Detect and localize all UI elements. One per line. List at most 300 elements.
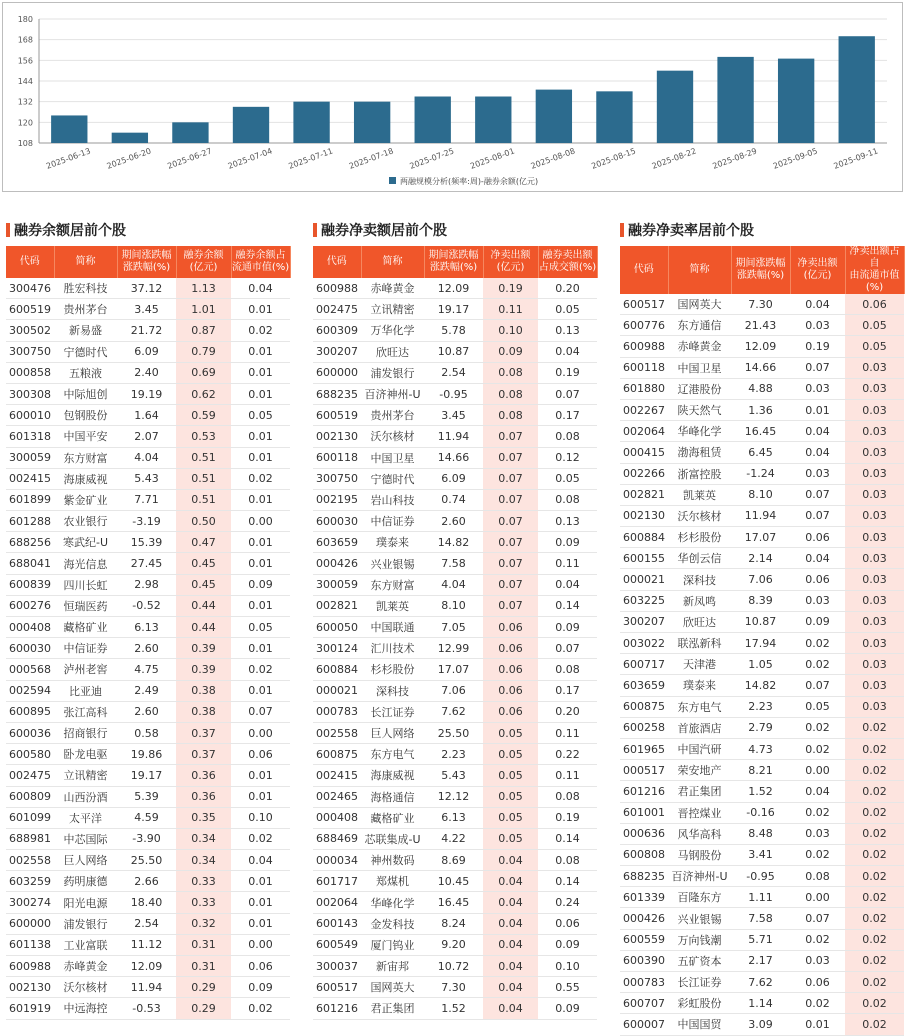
table-cell: 17.94 xyxy=(731,633,790,654)
table-cell: 金发科技 xyxy=(361,913,424,934)
table-cell: 0.36 xyxy=(176,765,231,786)
table-cell: 0.01 xyxy=(231,913,290,934)
table-cell: 10.87 xyxy=(731,611,790,632)
table-row xyxy=(620,950,904,971)
table-cell: 300274 xyxy=(6,892,54,913)
table-cell: 0.07 xyxy=(483,553,538,574)
table-cell: 0.02 xyxy=(231,659,290,680)
table-cell: 马钢股份 xyxy=(668,844,731,865)
table-cell: 风华高科 xyxy=(668,823,731,844)
table-cell: 600030 xyxy=(313,511,361,532)
table-cell: 0.01 xyxy=(790,1014,845,1035)
column-header: 期间涨跌幅 涨跌幅(%) xyxy=(731,246,790,294)
table-cell: 0.05 xyxy=(483,765,538,786)
x-tick-label: 2025-08-08 xyxy=(529,146,577,171)
table-cell: 0.02 xyxy=(845,760,904,781)
table-cell: 中国卫星 xyxy=(361,447,424,468)
table-cell: 16.45 xyxy=(424,892,483,913)
table-cell: 0.01 xyxy=(231,638,290,659)
table-cell: 3.45 xyxy=(424,405,483,426)
table-cell: 0.03 xyxy=(845,527,904,548)
table-cell: 0.53 xyxy=(176,426,231,447)
table-cell: 0.01 xyxy=(231,786,290,807)
panel-title-text: 融券余额居前个股 xyxy=(14,223,126,239)
table-cell: 五矿资本 xyxy=(668,950,731,971)
table-cell: 胜宏科技 xyxy=(54,278,117,299)
table-cell: 0.35 xyxy=(176,807,231,828)
table-row xyxy=(620,463,904,484)
table-cell: 0.03 xyxy=(790,823,845,844)
table-cell: -3.19 xyxy=(117,511,176,532)
column-header: 净卖出额占自 由流通市值(%) xyxy=(845,246,904,294)
table-cell: 0.05 xyxy=(231,405,290,426)
table-cell: 000568 xyxy=(6,659,54,680)
table-cell: 000783 xyxy=(313,701,361,722)
table-cell: 寒武纪-U xyxy=(54,532,117,553)
table-cell: 600517 xyxy=(620,294,668,315)
table-cell: 汇川技术 xyxy=(361,638,424,659)
table-cell: 0.05 xyxy=(483,744,538,765)
table-cell: 0.19 xyxy=(538,362,597,383)
table-cell: 0.13 xyxy=(538,511,597,532)
table-cell: 15.39 xyxy=(117,532,176,553)
table-row xyxy=(6,617,290,638)
table-cell: 赤峰黄金 xyxy=(54,956,117,977)
table-row xyxy=(620,442,904,463)
table-cell: 张江高科 xyxy=(54,701,117,722)
table-cell: 600276 xyxy=(6,595,54,616)
table-cell: 8.21 xyxy=(731,760,790,781)
table-cell: 0.39 xyxy=(176,638,231,659)
table-cell: 10.72 xyxy=(424,956,483,977)
table-cell: 600519 xyxy=(6,299,54,320)
table-cell: 0.01 xyxy=(231,447,290,468)
table-cell: 601880 xyxy=(620,378,668,399)
table-cell: 中际旭创 xyxy=(54,383,117,404)
table-row xyxy=(620,844,904,865)
table-cell: 中国国贸 xyxy=(668,1014,731,1035)
legend-label: 两融规模分析(频率:周)-融券余额(亿元) xyxy=(400,177,539,186)
table-cell: 0.01 xyxy=(231,383,290,404)
table-cell: 1.05 xyxy=(731,654,790,675)
table-cell: 7.05 xyxy=(424,617,483,638)
table-cell: 0.51 xyxy=(176,447,231,468)
x-tick-label: 2025-09-11 xyxy=(832,146,880,171)
table-cell: 601919 xyxy=(6,998,54,1019)
table-row xyxy=(6,998,290,1019)
table-cell: 000021 xyxy=(313,680,361,701)
y-tick-label: 180 xyxy=(17,15,33,24)
table-cell: 0.47 xyxy=(176,532,231,553)
table-row xyxy=(620,527,904,548)
table-cell: 0.07 xyxy=(483,595,538,616)
table-cell: 0.09 xyxy=(231,977,290,998)
table-cell: 0.02 xyxy=(790,993,845,1014)
bar xyxy=(778,59,814,143)
table-cell: 0.55 xyxy=(538,977,597,998)
table-row xyxy=(313,362,597,383)
table-cell: 0.03 xyxy=(845,633,904,654)
table-cell: 600895 xyxy=(6,701,54,722)
table-cell: 600808 xyxy=(620,844,668,865)
table-cell: 600036 xyxy=(6,722,54,743)
table-cell: 0.11 xyxy=(538,722,597,743)
table-cell: 8.39 xyxy=(731,590,790,611)
table-cell: 1.14 xyxy=(731,993,790,1014)
table-cell: 000858 xyxy=(6,362,54,383)
table-cell: 0.02 xyxy=(790,929,845,950)
table-cell: 联泓新科 xyxy=(668,633,731,654)
table-cell: 19.17 xyxy=(117,765,176,786)
table-cell: 宁德时代 xyxy=(54,341,117,362)
table-cell: 0.02 xyxy=(845,738,904,759)
table-cell: 3.09 xyxy=(731,1014,790,1035)
table-cell: 4.04 xyxy=(117,447,176,468)
table-cell: 11.94 xyxy=(424,426,483,447)
bar xyxy=(475,97,511,144)
table-cell: 0.00 xyxy=(231,934,290,955)
table-cell: 300124 xyxy=(313,638,361,659)
table-cell: 0.02 xyxy=(845,866,904,887)
table-row xyxy=(313,722,597,743)
table-cell: 农业银行 xyxy=(54,511,117,532)
table-cell: 中信证券 xyxy=(54,638,117,659)
table-cell: 002266 xyxy=(620,463,668,484)
bar xyxy=(233,107,269,143)
table-cell: 0.06 xyxy=(538,913,597,934)
x-tick-label: 2025-07-18 xyxy=(347,146,395,171)
table-cell: 8.24 xyxy=(424,913,483,934)
table-cell: 0.14 xyxy=(538,595,597,616)
table-cell: 0.02 xyxy=(845,950,904,971)
table-row xyxy=(620,993,904,1014)
table-cell: 000783 xyxy=(620,972,668,993)
table-cell: 12.09 xyxy=(731,336,790,357)
table-row xyxy=(313,617,597,638)
bar-chart xyxy=(3,3,904,193)
table-row xyxy=(620,696,904,717)
table-cell: 0.03 xyxy=(845,484,904,505)
table-cell: 10.87 xyxy=(424,341,483,362)
table-cell: 601216 xyxy=(620,781,668,802)
table-cell: 14.66 xyxy=(731,357,790,378)
table-cell: 百济神州-U xyxy=(361,383,424,404)
table-cell: 0.02 xyxy=(845,929,904,950)
title-accent-bar xyxy=(313,223,317,237)
table-row xyxy=(620,738,904,759)
table-cell: 12.99 xyxy=(424,638,483,659)
table-cell: 6.13 xyxy=(424,807,483,828)
table-cell: 首旅酒店 xyxy=(668,717,731,738)
table-cell: 0.74 xyxy=(424,489,483,510)
table-cell: 东方财富 xyxy=(54,447,117,468)
y-tick-label: 132 xyxy=(17,97,33,107)
table-row xyxy=(6,765,290,786)
table-cell: 002558 xyxy=(313,722,361,743)
table-cell: 贵州茅台 xyxy=(361,405,424,426)
table-cell: 7.58 xyxy=(424,553,483,574)
table-cell: 中信证券 xyxy=(361,511,424,532)
table-cell: 深科技 xyxy=(361,680,424,701)
table-row xyxy=(6,828,290,849)
table-cell: 0.08 xyxy=(538,489,597,510)
table-row xyxy=(313,701,597,722)
table-cell: 0.03 xyxy=(845,696,904,717)
table-cell: 0.02 xyxy=(845,802,904,823)
table-cell: 3.45 xyxy=(117,299,176,320)
table-cell: 600839 xyxy=(6,574,54,595)
table-cell: 璞泰来 xyxy=(361,532,424,553)
table-cell: 300207 xyxy=(620,611,668,632)
table-cell: 百济神州-U xyxy=(668,866,731,887)
table-cell: 11.94 xyxy=(117,977,176,998)
table-cell: 002475 xyxy=(313,299,361,320)
table-cell: 0.05 xyxy=(538,299,597,320)
column-header: 净卖出额 (亿元) xyxy=(790,246,845,294)
table-row xyxy=(620,781,904,802)
bar xyxy=(717,57,753,143)
table-cell: 000408 xyxy=(6,617,54,638)
table-cell: 688235 xyxy=(313,383,361,404)
table-cell: 21.43 xyxy=(731,315,790,336)
table-row xyxy=(620,802,904,823)
x-tick-label: 2025-08-15 xyxy=(590,146,637,171)
table-cell: 0.04 xyxy=(483,977,538,998)
table-cell: 600517 xyxy=(313,977,361,998)
table-cell: 0.62 xyxy=(176,383,231,404)
table-cell: 002558 xyxy=(6,850,54,871)
table-row xyxy=(620,315,904,336)
title-accent-bar xyxy=(6,223,10,237)
table-cell: 000636 xyxy=(620,823,668,844)
bar xyxy=(172,122,208,143)
table-cell: 五粮液 xyxy=(54,362,117,383)
table-row xyxy=(313,595,597,616)
table-cell: 彩虹股份 xyxy=(668,993,731,1014)
table-cell: 0.03 xyxy=(845,590,904,611)
table-cell: 0.04 xyxy=(790,294,845,315)
table-cell: 0.04 xyxy=(790,421,845,442)
table-cell: 万向钱潮 xyxy=(668,929,731,950)
table-cell: 002415 xyxy=(313,765,361,786)
table-cell: 0.03 xyxy=(790,315,845,336)
table-cell: 600050 xyxy=(313,617,361,638)
table-cell: 0.11 xyxy=(538,765,597,786)
table-cell: 国网英大 xyxy=(668,294,731,315)
table-cell: 0.02 xyxy=(790,654,845,675)
x-tick-label: 2025-07-04 xyxy=(226,146,274,171)
table-row xyxy=(6,447,290,468)
table-cell: 3.41 xyxy=(731,844,790,865)
table-cell: 0.06 xyxy=(483,617,538,638)
table-cell: 0.05 xyxy=(538,468,597,489)
panel-title xyxy=(620,218,904,242)
table-row xyxy=(313,383,597,404)
table-cell: 0.19 xyxy=(790,336,845,357)
table-cell: 0.02 xyxy=(790,844,845,865)
table-row xyxy=(620,1014,904,1035)
table-row xyxy=(313,744,597,765)
table-cell: 浦发银行 xyxy=(54,913,117,934)
table-cell: 600875 xyxy=(313,744,361,765)
table-row xyxy=(6,595,290,616)
table-cell: 0.01 xyxy=(231,532,290,553)
table-cell: 厦门钨业 xyxy=(361,934,424,955)
table-cell: 0.39 xyxy=(176,659,231,680)
table-cell: 0.05 xyxy=(790,696,845,717)
table-cell: 14.82 xyxy=(731,675,790,696)
table-cell: 601099 xyxy=(6,807,54,828)
table-cell: 8.10 xyxy=(731,484,790,505)
table-row xyxy=(313,299,597,320)
table-cell: 600884 xyxy=(313,659,361,680)
table-cell: 0.01 xyxy=(231,299,290,320)
table-cell: 7.06 xyxy=(424,680,483,701)
table-cell: 0.08 xyxy=(538,659,597,680)
legend-swatch xyxy=(389,177,396,184)
table-cell: 0.04 xyxy=(483,934,538,955)
y-tick-label: 108 xyxy=(17,139,33,148)
table-cell: 002475 xyxy=(6,765,54,786)
table-cell: 688469 xyxy=(313,828,361,849)
table-cell: 0.06 xyxy=(790,569,845,590)
table-cell: 0.02 xyxy=(845,887,904,908)
table-cell: 长江证券 xyxy=(668,972,731,993)
table-row xyxy=(620,505,904,526)
table-cell: 东方通信 xyxy=(668,315,731,336)
table-row xyxy=(313,913,597,934)
table-cell: 0.07 xyxy=(483,468,538,489)
table-cell: 0.17 xyxy=(538,680,597,701)
table-cell: 0.04 xyxy=(790,548,845,569)
table-cell: 国网英大 xyxy=(361,977,424,998)
table-row xyxy=(6,426,290,447)
table-row xyxy=(313,871,597,892)
table-cell: 0.22 xyxy=(538,744,597,765)
table-cell: 0.36 xyxy=(176,786,231,807)
table-cell: 贵州茅台 xyxy=(54,299,117,320)
table-cell: 600309 xyxy=(313,320,361,341)
table-cell: 4.73 xyxy=(731,738,790,759)
table-row xyxy=(620,548,904,569)
panel-title-text: 融券净卖率居前个股 xyxy=(628,223,754,239)
table-cell: 0.02 xyxy=(845,717,904,738)
table-cell: -0.95 xyxy=(731,866,790,887)
table-cell: 山西汾酒 xyxy=(54,786,117,807)
table-cell: 0.06 xyxy=(483,659,538,680)
table-cell: 6.13 xyxy=(117,617,176,638)
table-cell: 600030 xyxy=(6,638,54,659)
table-cell: 11.12 xyxy=(117,934,176,955)
table-cell: 0.51 xyxy=(176,468,231,489)
table-cell: 0.05 xyxy=(483,807,538,828)
bar xyxy=(536,90,572,143)
table-cell: 600000 xyxy=(6,913,54,934)
table-cell: 19.17 xyxy=(424,299,483,320)
table-cell: 8.69 xyxy=(424,850,483,871)
table-cell: 紫金矿业 xyxy=(54,489,117,510)
table-cell: 东方电气 xyxy=(668,696,731,717)
table-cell: 0.02 xyxy=(231,320,290,341)
table-cell: 003022 xyxy=(620,633,668,654)
table-cell: 21.72 xyxy=(117,320,176,341)
table-cell: 浦发银行 xyxy=(361,362,424,383)
table-cell: 兴业银锡 xyxy=(668,908,731,929)
table-row xyxy=(6,468,290,489)
table-cell: -1.24 xyxy=(731,463,790,484)
table-row xyxy=(313,680,597,701)
table-cell: 0.02 xyxy=(845,781,904,802)
table-cell: 0.03 xyxy=(845,505,904,526)
bar xyxy=(354,102,390,143)
table-cell: 0.29 xyxy=(176,977,231,998)
table-row xyxy=(313,828,597,849)
table-cell: 璞泰来 xyxy=(668,675,731,696)
table-cell: 立讯精密 xyxy=(361,299,424,320)
table-cell: 002594 xyxy=(6,680,54,701)
table-cell: 27.45 xyxy=(117,553,176,574)
table-cell: 0.04 xyxy=(790,442,845,463)
table-cell: 0.07 xyxy=(483,574,538,595)
table-row xyxy=(313,468,597,489)
table-cell: 5.39 xyxy=(117,786,176,807)
table-cell: 0.44 xyxy=(176,617,231,638)
table-cell: 0.05 xyxy=(231,617,290,638)
table-row xyxy=(313,977,597,998)
table-cell: 002821 xyxy=(620,484,668,505)
panel-short-balance-top xyxy=(6,218,290,1020)
title-accent-bar xyxy=(620,223,624,237)
table-cell: 0.04 xyxy=(483,871,538,892)
column-header: 融券余额占 流通市值(%) xyxy=(231,246,290,278)
table-cell: 0.05 xyxy=(845,315,904,336)
table-cell: 东方财富 xyxy=(361,574,424,595)
table-cell: 0.45 xyxy=(176,553,231,574)
table-cell: 0.03 xyxy=(845,548,904,569)
table-cell: 0.01 xyxy=(231,489,290,510)
table-row xyxy=(620,908,904,929)
table-cell: 0.01 xyxy=(231,553,290,574)
table-row xyxy=(6,278,290,299)
table-row xyxy=(313,574,597,595)
table-cell: 2.60 xyxy=(117,701,176,722)
table-cell: 0.01 xyxy=(231,871,290,892)
table-cell: 5.78 xyxy=(424,320,483,341)
table-row xyxy=(313,447,597,468)
table-cell: 002267 xyxy=(620,399,668,420)
table-cell: 0.06 xyxy=(483,638,538,659)
data-table xyxy=(6,246,291,1020)
table-cell: 0.04 xyxy=(483,850,538,871)
table-cell: 0.08 xyxy=(483,383,538,404)
table-cell: 1.01 xyxy=(176,299,231,320)
table-cell: 卧龙电驱 xyxy=(54,744,117,765)
table-cell: 0.08 xyxy=(538,850,597,871)
table-cell: 沃尔核材 xyxy=(361,426,424,447)
table-cell: 2.49 xyxy=(117,680,176,701)
table-cell: 300059 xyxy=(6,447,54,468)
table-cell: 0.02 xyxy=(790,738,845,759)
table-cell: 0.19 xyxy=(538,807,597,828)
table-cell: 603225 xyxy=(620,590,668,611)
table-row xyxy=(6,892,290,913)
table-cell: 0.08 xyxy=(538,786,597,807)
table-cell: 渤海租赁 xyxy=(668,442,731,463)
table-cell: 000021 xyxy=(620,569,668,590)
table-cell: 天津港 xyxy=(668,654,731,675)
table-cell: 4.88 xyxy=(731,378,790,399)
table-cell: 5.43 xyxy=(117,468,176,489)
